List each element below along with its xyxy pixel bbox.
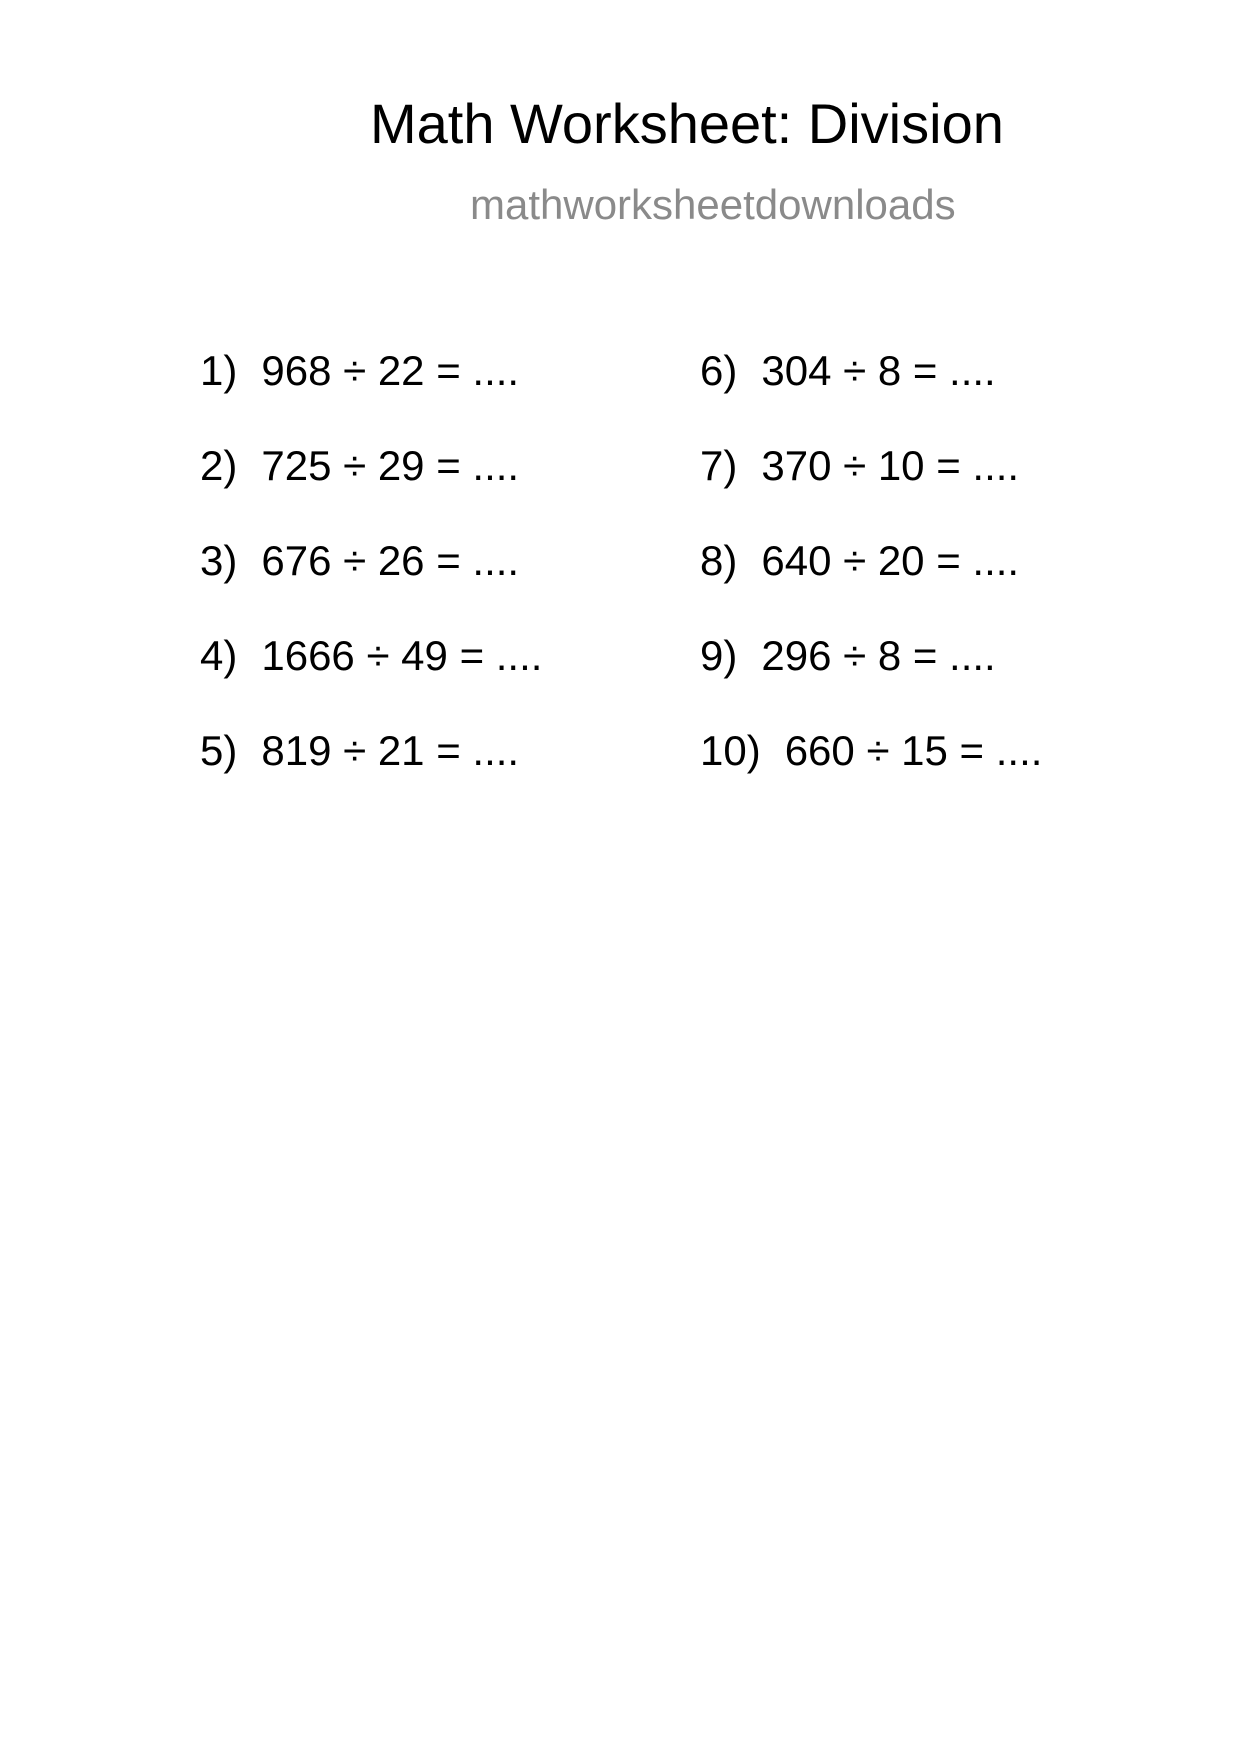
problem-8 (700, 537, 1042, 635)
problem-number: 9) (700, 632, 738, 679)
problem-list-left (200, 347, 543, 825)
problem-10 (700, 727, 1043, 825)
problem-number: 5) (200, 727, 238, 774)
problem-9 (700, 632, 1042, 730)
problem-list-right (700, 347, 1043, 825)
problem-1 (200, 347, 542, 445)
problem-6 (700, 347, 1042, 445)
problem-expression: 370 ÷ 10 = .... (761, 442, 1020, 489)
problem-number: 7) (700, 442, 738, 489)
page-title: Math Worksheet: Division (370, 92, 1004, 155)
problem-number: 3) (200, 537, 238, 584)
problem-5 (200, 727, 542, 825)
problem-expression: 968 ÷ 22 = .... (261, 347, 520, 394)
problem-expression: 296 ÷ 8 = .... (761, 632, 996, 679)
problem-expression: 304 ÷ 8 = .... (761, 347, 996, 394)
problem-expression: 660 ÷ 15 = .... (784, 727, 1043, 774)
problem-expression: 1666 ÷ 49 = .... (261, 632, 543, 679)
problem-4 (200, 632, 543, 730)
problem-2 (200, 442, 542, 540)
page-subtitle: mathworksheetdownloads (470, 181, 956, 228)
problem-number: 2) (200, 442, 238, 489)
problem-expression: 819 ÷ 21 = .... (261, 727, 520, 774)
problem-number: 6) (700, 347, 738, 394)
problem-7 (700, 442, 1042, 540)
problem-number: 1) (200, 347, 238, 394)
problem-number: 10) (700, 727, 761, 774)
problem-number: 4) (200, 632, 238, 679)
problem-expression: 676 ÷ 26 = .... (261, 537, 520, 584)
problem-expression: 725 ÷ 29 = .... (261, 442, 520, 489)
problem-expression: 640 ÷ 20 = .... (761, 537, 1020, 584)
problem-number: 8) (700, 537, 738, 584)
problem-3 (200, 537, 542, 635)
